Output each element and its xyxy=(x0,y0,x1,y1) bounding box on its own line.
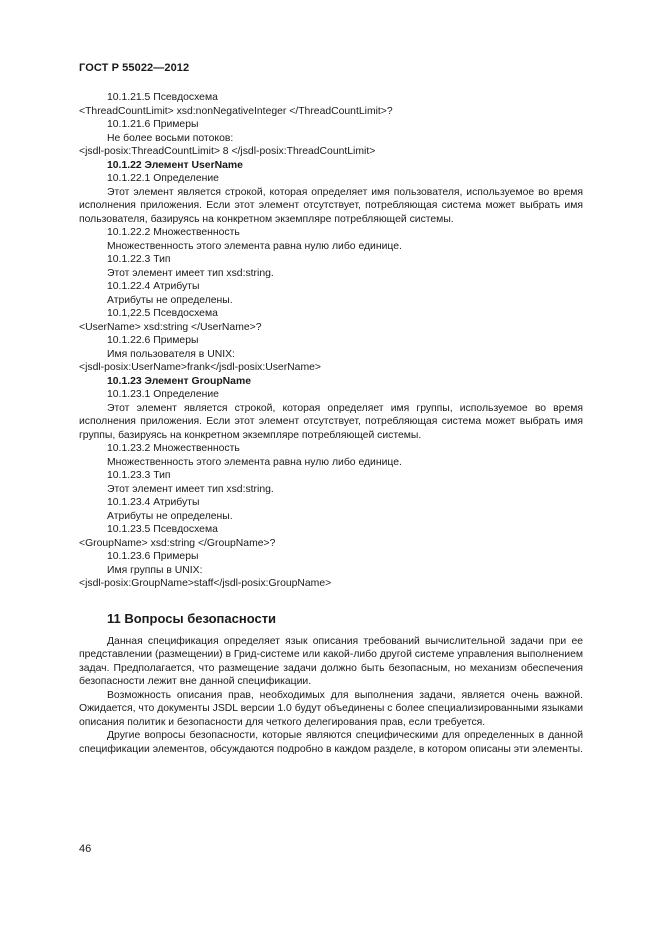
text-line: 10.1.22.4 Атрибуты xyxy=(107,281,200,292)
subsection-heading: 10.1.23 Элемент GroupName xyxy=(107,375,251,387)
text-line: <GroupName> xsd:string </GroupName>? xyxy=(79,537,276,549)
page-number: 46 xyxy=(79,843,92,855)
section-heading: 11 Вопросы безопасности xyxy=(107,610,277,626)
subsection-heading: 10.1.22 Элемент UserName xyxy=(107,159,243,171)
text-line: Имя пользователя в UNIX: xyxy=(107,348,235,360)
body-paragraph: Другие вопросы безопасности, которые являются специфическими для определенных в данной спецификации элементов, обсуждаются подробно в каждом разделе, в котором описаны эти элементы. xyxy=(79,730,583,755)
text-line: 10.1.22.1 Определение xyxy=(107,173,219,184)
text-line: <jsdl-posix:ThreadCountLimit> 8 </jsdl-posix:ThreadCountLimit> xyxy=(79,146,376,157)
body-paragraph: Этот элемент является строкой, которая определяет имя пользователя, используемое во время исполнения приложения. Если этот элемент отсутствует, потребляющая система может выбрать имя пользователя, базируясь на конкретном экземпляре потребляющей системы. xyxy=(79,186,583,225)
text-line: 10.1.21.6 Примеры xyxy=(107,119,199,130)
text-line: Атрибуты не определены. xyxy=(107,510,233,522)
document-body xyxy=(79,91,583,756)
text-line: 10.1.23.5 Псевдосхема xyxy=(107,524,218,535)
text-line: Множественность этого элемента равна нулю либо единице. xyxy=(107,240,402,252)
text-line: 10.1.22.6 Примеры xyxy=(107,335,199,346)
text-line: 10.1.23.4 Атрибуты xyxy=(107,497,200,508)
text-line: 10.1.23.6 Примеры xyxy=(107,551,199,562)
body-paragraph: Данная спецификация определяет язык описания требований вычислительной задачи при ее представлении (размещении) в Грид-системе или какой-либо другой системе управления выполнением задач. Предполагается, что размещение задачи должно быть безопасным, но механизм обеспечения безопасности лежит вне данной спецификации. xyxy=(79,635,583,687)
text-line: <UserName> xsd:string </UserName>? xyxy=(79,321,262,333)
text-line: Атрибуты не определены. xyxy=(107,294,233,306)
text-line: 10.1.23.3 Тип xyxy=(107,470,171,481)
text-line: 10.1.22.3 Тип xyxy=(107,254,171,265)
document-header: ГОСТ Р 55022—2012 xyxy=(79,62,190,74)
text-line: Имя группы в UNIX: xyxy=(107,564,203,576)
text-line: <ThreadCountLimit> xsd:nonNegativeInteger </ThreadCountLimit>? xyxy=(79,105,393,117)
text-line: <jsdl-posix:GroupName>staff</jsdl-posix:GroupName> xyxy=(79,578,332,589)
text-line: Этот элемент имеет тип xsd:string. xyxy=(107,483,274,495)
text-line: Этот элемент имеет тип xsd:string. xyxy=(107,267,274,279)
text-line: <jsdl-posix:UserName>frank</jsdl-posix:UserName> xyxy=(79,362,321,373)
text-line: Не более восьми потоков: xyxy=(107,132,234,144)
text-line: 10.1.22.2 Множественность xyxy=(107,227,240,238)
body-paragraph: Возможность описания прав, необходимых для выполнения задачи, является очень важной. Ожидается, что документы JSDL версии 1.0 будут объединены с более специализированными языками описания политик и безопасности для четкого делегирования прав, если требуется. xyxy=(79,689,583,728)
text-line: Множественность этого элемента равна нулю либо единице. xyxy=(107,456,402,468)
text-line: 10.1.21.5 Псевдосхема xyxy=(107,92,218,103)
text-line: 10.1,22.5 Псевдосхема xyxy=(107,308,218,319)
text-line: 10.1.23.2 Множественность xyxy=(107,443,240,454)
body-paragraph: Этот элемент является строкой, которая определяет имя группы, используемое во время исполнения приложения. Если этот элемент отсутствует, потребляющая система может выбрать имя группы, базируясь на конкретном экземпляре потребляющей системы. xyxy=(79,402,583,441)
text-line: 10.1.23.1 Определение xyxy=(107,389,219,400)
